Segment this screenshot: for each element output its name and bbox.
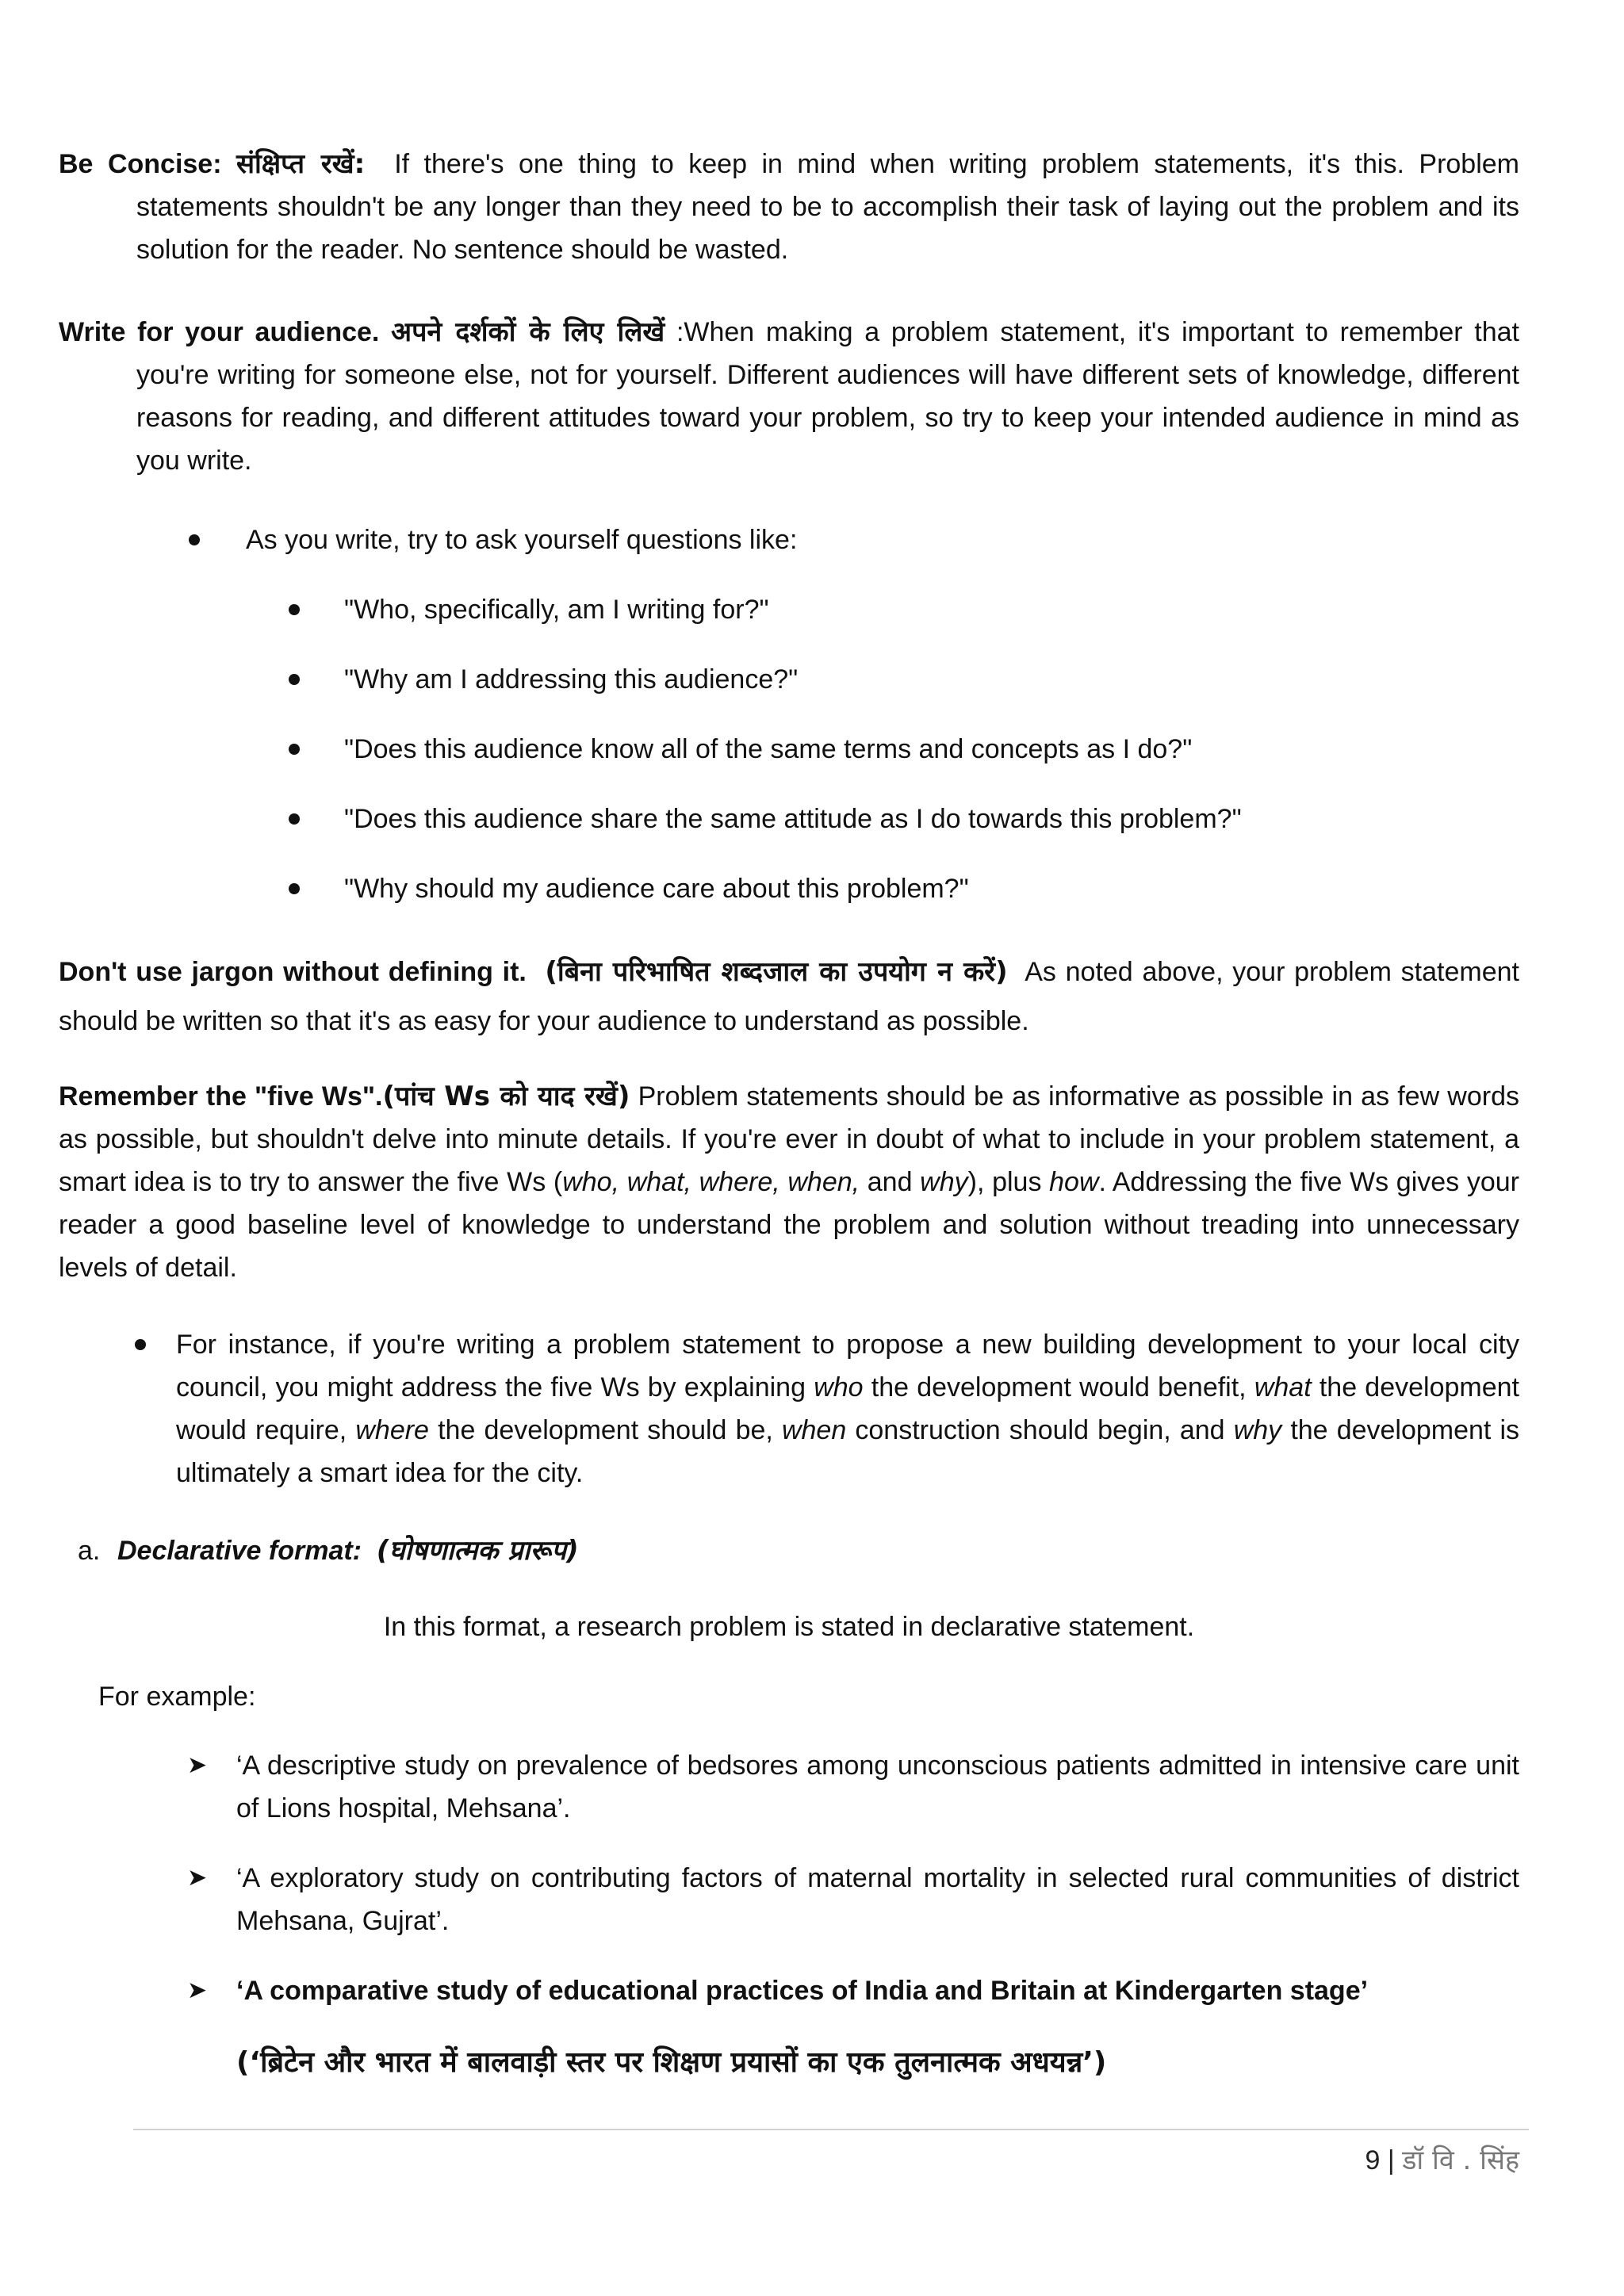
jargon-heading: Don't use jargon without defining it.	[59, 957, 527, 987]
list-item	[187, 1969, 1519, 2012]
example-text: ‘A descriptive study on prevalence of bedsores among unconscious patients admitted in intensive care unit of Lions hospital, Mehsana’.	[236, 1751, 1519, 1823]
concise-paragraph	[59, 143, 1519, 271]
declarative-title-hindi: (घोषणात्मक प्रारूप)	[376, 1535, 579, 1567]
five-ws-text-end: . Addressing the five Ws gives your reader a good baseline level of knowledge to understand the problem and solution without treading into unnecessary levels of detail.	[59, 1167, 1519, 1283]
ask-intro-text: As you write, try to ask yourself questions like:	[246, 525, 798, 555]
instance-part: construction should begin, and	[855, 1415, 1225, 1445]
audience-heading: Write for your audience.	[59, 317, 380, 347]
declarative-heading	[78, 1529, 579, 1572]
arrow-bullet-icon: ➤	[187, 1977, 208, 2003]
page-footer	[1365, 2139, 1519, 2182]
instance-text	[176, 1323, 1519, 1494]
instance-what: what	[1254, 1372, 1312, 1402]
instance-when: when	[781, 1415, 847, 1445]
five-ws-who: who, what, where, when,	[562, 1167, 860, 1197]
example-hindi	[236, 2042, 1519, 2084]
list-item	[289, 658, 1478, 701]
list-item	[187, 1744, 1519, 1830]
for-example-label	[98, 1675, 574, 1718]
declarative-description-text: In this format, a research problem is stated in declarative statement.	[383, 1612, 1195, 1642]
jargon-text: As noted above, your problem statement should be written so that it's as easy for your audience to understand as possible.	[59, 957, 1519, 1036]
list-item	[289, 798, 1478, 840]
instance-who: who	[814, 1372, 864, 1402]
bullet-icon	[289, 744, 300, 755]
instance-part: the development is ultimately a smart idea for the city.	[176, 1415, 1520, 1488]
list-item	[289, 867, 1478, 910]
question-text: "Why should my audience care about this problem?"	[344, 874, 969, 904]
page-number: 9	[1365, 2145, 1381, 2175]
bullet-icon	[135, 1339, 146, 1350]
arrow-bullet-icon: ➤	[187, 1865, 208, 1891]
list-item	[289, 588, 1478, 631]
instance-part: the development would require,	[176, 1372, 1519, 1445]
footer-separator: |	[1387, 2145, 1395, 2175]
instance-why: why	[1233, 1415, 1282, 1445]
instance-where: where	[355, 1415, 429, 1445]
audience-text: :When making a problem statement, it's important to remember that you're writing for someone else, not for yourself. Different audiences will have different sets of knowledge, different reasons for reading, and different attitudes toward your problem, so try to keep your intended audience in mind as you write.	[136, 317, 1519, 476]
audience-paragraph	[59, 311, 1519, 482]
five-ws-heading-hindi: (पांच Ws को याद रखें)	[382, 1081, 630, 1112]
list-item	[135, 1323, 1519, 1494]
question-text: "Does this audience share the same attitude as I do towards this problem?"	[344, 804, 1242, 834]
instance-part: the development would benefit,	[871, 1372, 1247, 1402]
example-text: ‘A comparative study of educational practices of India and Britain at Kindergarten stage’	[236, 1976, 1369, 2006]
question-text: "Who, specifically, am I writing for?"	[344, 595, 769, 625]
bullet-icon	[289, 604, 300, 615]
five-ws-why: why	[920, 1167, 968, 1197]
question-text: "Does this audience know all of the same terms and concepts as I do?"	[344, 734, 1193, 764]
five-ws-text: Problem statements should be as informative as possible in as few words as possible, but shouldn't delve into minute details. If you're ever in doubt of what to include in your problem statement, a smart idea is to try to answer the five Ws (	[59, 1081, 1519, 1197]
five-ws-and: and	[867, 1167, 913, 1197]
five-ws-heading: Remember the "five Ws".	[59, 1081, 383, 1112]
bullet-icon	[289, 813, 300, 825]
instance-part: the development should be,	[438, 1415, 773, 1445]
five-ws-how: how	[1049, 1167, 1099, 1197]
for-example-text: For example:	[98, 1682, 256, 1712]
instance-part: For instance, if you're writing a problem statement to propose a new building development to your local city council, you might address the five Ws by explaining	[176, 1330, 1519, 1402]
bullet-icon	[289, 883, 300, 894]
list-item	[289, 728, 1478, 771]
five-ws-paragraph	[59, 1075, 1519, 1289]
declarative-marker: a.	[78, 1536, 101, 1566]
list-item	[187, 1857, 1519, 1942]
bullet-icon	[189, 534, 200, 545]
audience-heading-hindi: अपने दर्शकों के लिए लिखें	[391, 316, 665, 348]
concise-heading: Be Concise:	[59, 149, 222, 179]
concise-heading-hindi: संक्षिप्त रखें:	[236, 148, 366, 180]
declarative-description	[59, 1605, 1519, 1648]
five-ws-plus: ), plus	[967, 1167, 1042, 1197]
jargon-heading-hindi: (बिना परिभाषित शब्दजाल का उपयोग न करें)	[545, 956, 1008, 988]
jargon-paragraph	[59, 947, 1519, 1046]
bullet-icon	[289, 674, 300, 685]
question-text: "Why am I addressing this audience?"	[344, 664, 799, 695]
concise-text: If there's one thing to keep in mind when writing problem statements, it's this. Problem statements shouldn't be any longer than they need to be to accomplish their task of laying out the problem and its solution for the reader. No sentence should be wasted.	[136, 149, 1519, 265]
example-text: ‘A exploratory study on contributing factors of maternal mortality in selected rural communities of district Mehsana, Gujrat’.	[236, 1863, 1519, 1936]
example-hindi-text: (‘ब्रिटेन और भारत में बालवाड़ी स्तर पर शिक्षण प्रयासों का एक तुलनात्मक अधयन्न’)	[236, 2046, 1107, 2079]
declarative-title: Declarative format:	[117, 1536, 362, 1566]
list-item	[189, 519, 1457, 561]
arrow-bullet-icon: ➤	[187, 1752, 208, 1778]
author-name: डॉ वि . सिंह	[1402, 2145, 1519, 2176]
footer-divider	[133, 2129, 1529, 2130]
